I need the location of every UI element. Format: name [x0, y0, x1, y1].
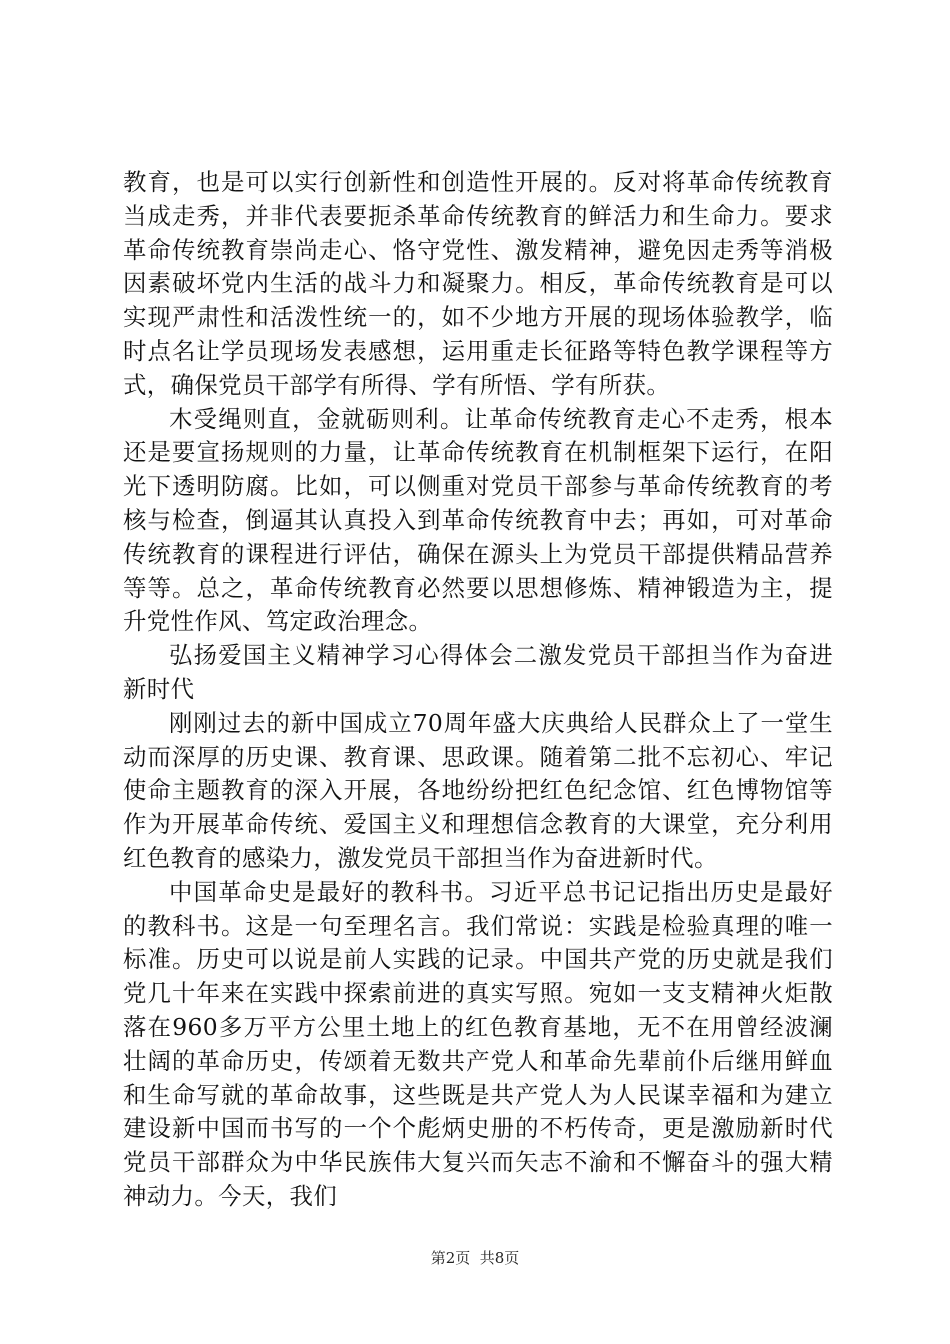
- paragraph-2: 木受绳则直，金就砺则利。让革命传统教育走心不走秀，根本还是要宣扬规则的力量，让革命传统教育在机制框架下运行，在阳光下透明防腐。比如，可以侧重对党员干部参与革命传统教育的考核与检查，倒逼其认真投入到革命传统教育中去；再如，可对革命传统教育的课程进行评估，确保在源头上为党员干部提供精品营养等等。总之，革命传统教育必然要以思想修炼、精神锻造为主，提升党性作风、笃定政治理念。: [123, 404, 833, 636]
- paragraph-1: 教育，也是可以实行创新性和创造性开展的。反对将革命传统教育当成走秀，并非代表要扼杀革命传统教育的鲜活力和生命力。要求革命传统教育崇尚走心、恪守党性、激发精神，避免因走秀等消极因素破坏党内生活的战斗力和凝聚力。相反，革命传统教育是可以实现严肃性和活泼性统一的，如不少地方开展的现场体验教学，临时点名让学员现场发表感想，运用重走长征路等特色教学课程等方式，确保党员干部学有所得、学有所悟、学有所获。: [123, 168, 833, 399]
- section-heading: 弘扬爱国主义精神学习心得体会二激发党员干部担当作为奋进新时代: [123, 641, 833, 703]
- page-footer: [0, 1248, 950, 1268]
- paragraph-3: 刚刚过去的新中国成立70周年盛大庆典给人民群众上了一堂生动而深厚的历史课、教育课、思政课。随着第二批不忘初心、牢记使命主题教育的深入开展，各地纷纷把红色纪念馆、红色博物馆等作为开展革命传统、爱国主义和理想信念教育的大课堂，充分利用红色教育的感染力，激发党员干部担当作为奋进新时代。: [123, 708, 833, 872]
- page-number-label: 第2页 共8页: [430, 1249, 520, 1267]
- document-body: [123, 166, 833, 1214]
- paragraph-4: 中国革命史是最好的教科书。习近平总书记记指出历史是最好的教科书。这是一句至理名言。我们常说：实践是检验真理的唯一标准。历史可以说是前人实践的记录。中国共产党的历史就是我们党几十年来在实践中探索前进的真实写照。宛如一支支精神火炬散落在960多万平方公里土地上的红色教育基地，无不在用曾经波澜壮阔的革命历史，传颂着无数共产党人和革命先辈前仆后继用鲜血和生命写就的革命故事，这些既是共产党人为人民谋幸福和为建立建设新中国而书写的一个个彪炳史册的不朽传奇，更是激励新时代党员干部群众为中华民族伟大复兴而矢志不渝和不懈奋斗的强大精神动力。今天，我们: [123, 877, 833, 1210]
